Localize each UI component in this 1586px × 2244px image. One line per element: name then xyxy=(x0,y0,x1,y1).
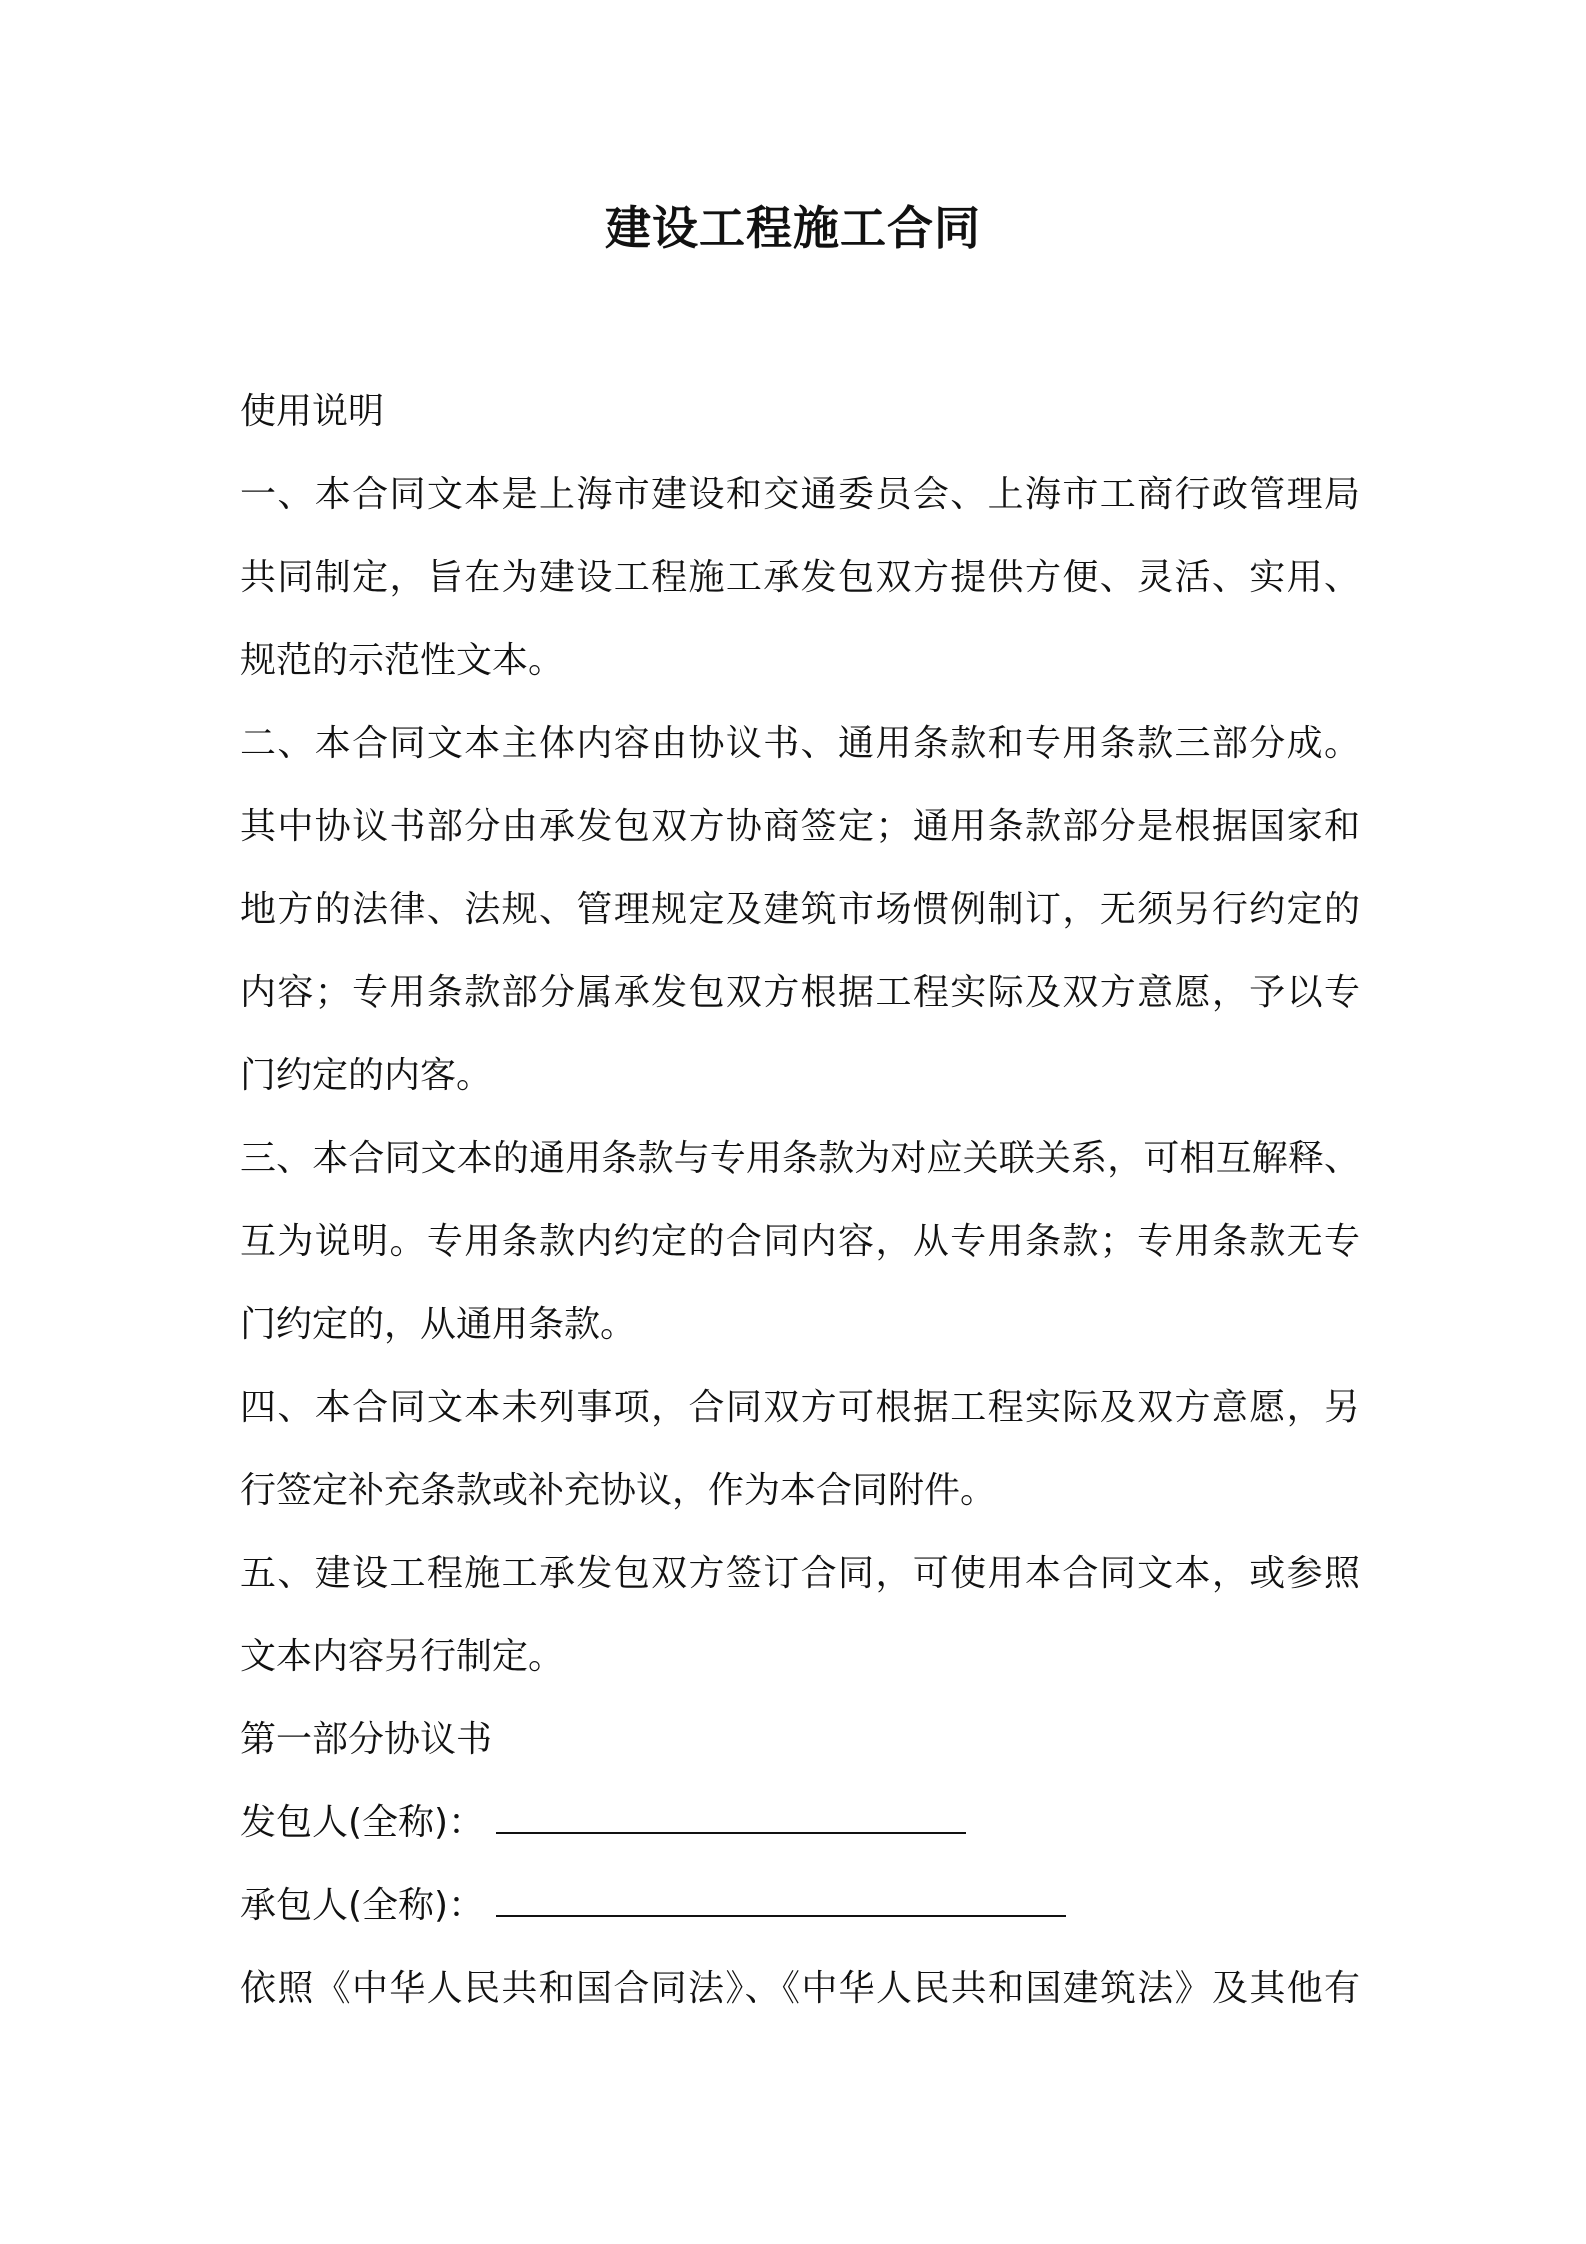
document-body xyxy=(240,370,1360,2030)
paragraph-line: 规范的示范性文本。 xyxy=(240,640,565,681)
employer-label: 发包人(全称)： xyxy=(240,1802,485,1843)
section-heading-usage-notes: 使用说明 xyxy=(240,391,385,432)
paragraph-line: 门约定的内客。 xyxy=(240,1055,493,1096)
paragraph-line: 共同制定，旨在为建设工程施工承发包双方提供方便、灵活、实用、 xyxy=(240,557,1360,598)
paragraph-line: 文本内容另行制定。 xyxy=(240,1636,565,1677)
contractor-name-row xyxy=(240,1864,1360,1947)
contractor-name-blank[interactable] xyxy=(496,1885,1066,1917)
paragraph-line: 其中协议书部分由承发包双方协商签定；通用条款部分是根据国家和 xyxy=(240,806,1360,847)
paragraph-line: 地方的法律、法规、管理规定及建筑市场惯例制订，无须另行约定的 xyxy=(240,889,1360,930)
section-heading-agreement: 第一部分协议书 xyxy=(240,1719,493,1760)
paragraph-line: 二、本合同文本主体内容由协议书、通用条款和专用条款三部分成。 xyxy=(240,723,1360,764)
paragraph-line: 行签定补充条款或补充协议，作为本合同附件。 xyxy=(240,1470,997,1511)
paragraph-line: 五、建设工程施工承发包双方签订合同，可使用本合同文本，或参照 xyxy=(240,1553,1360,1594)
employer-name-row xyxy=(240,1781,1360,1864)
paragraph-line: 互为说明。专用条款内约定的合同内容，从专用条款；专用条款无专 xyxy=(240,1221,1360,1262)
paragraph-line: 依照《中华人民共和国合同法》、《中华人民共和国建筑法》及其他有 xyxy=(240,1968,1360,2009)
paragraph-line: 一、本合同文本是上海市建设和交通委员会、上海市工商行政管理局 xyxy=(240,474,1360,515)
paragraph-line: 内容；专用条款部分属承发包双方根据工程实际及双方意愿，予以专 xyxy=(240,972,1360,1013)
paragraph-line: 四、本合同文本未列事项，合同双方可根据工程实际及双方意愿，另 xyxy=(240,1387,1360,1428)
contractor-label: 承包人(全称)： xyxy=(240,1885,485,1926)
paragraph-line: 三、本合同文本的通用条款与专用条款为对应关联关系，可相互解释、 xyxy=(240,1138,1360,1179)
employer-name-blank[interactable] xyxy=(496,1802,966,1834)
paragraph-line: 门约定的，从通用条款。 xyxy=(240,1304,637,1345)
document-title: 建设工程施工合同 xyxy=(605,201,981,255)
